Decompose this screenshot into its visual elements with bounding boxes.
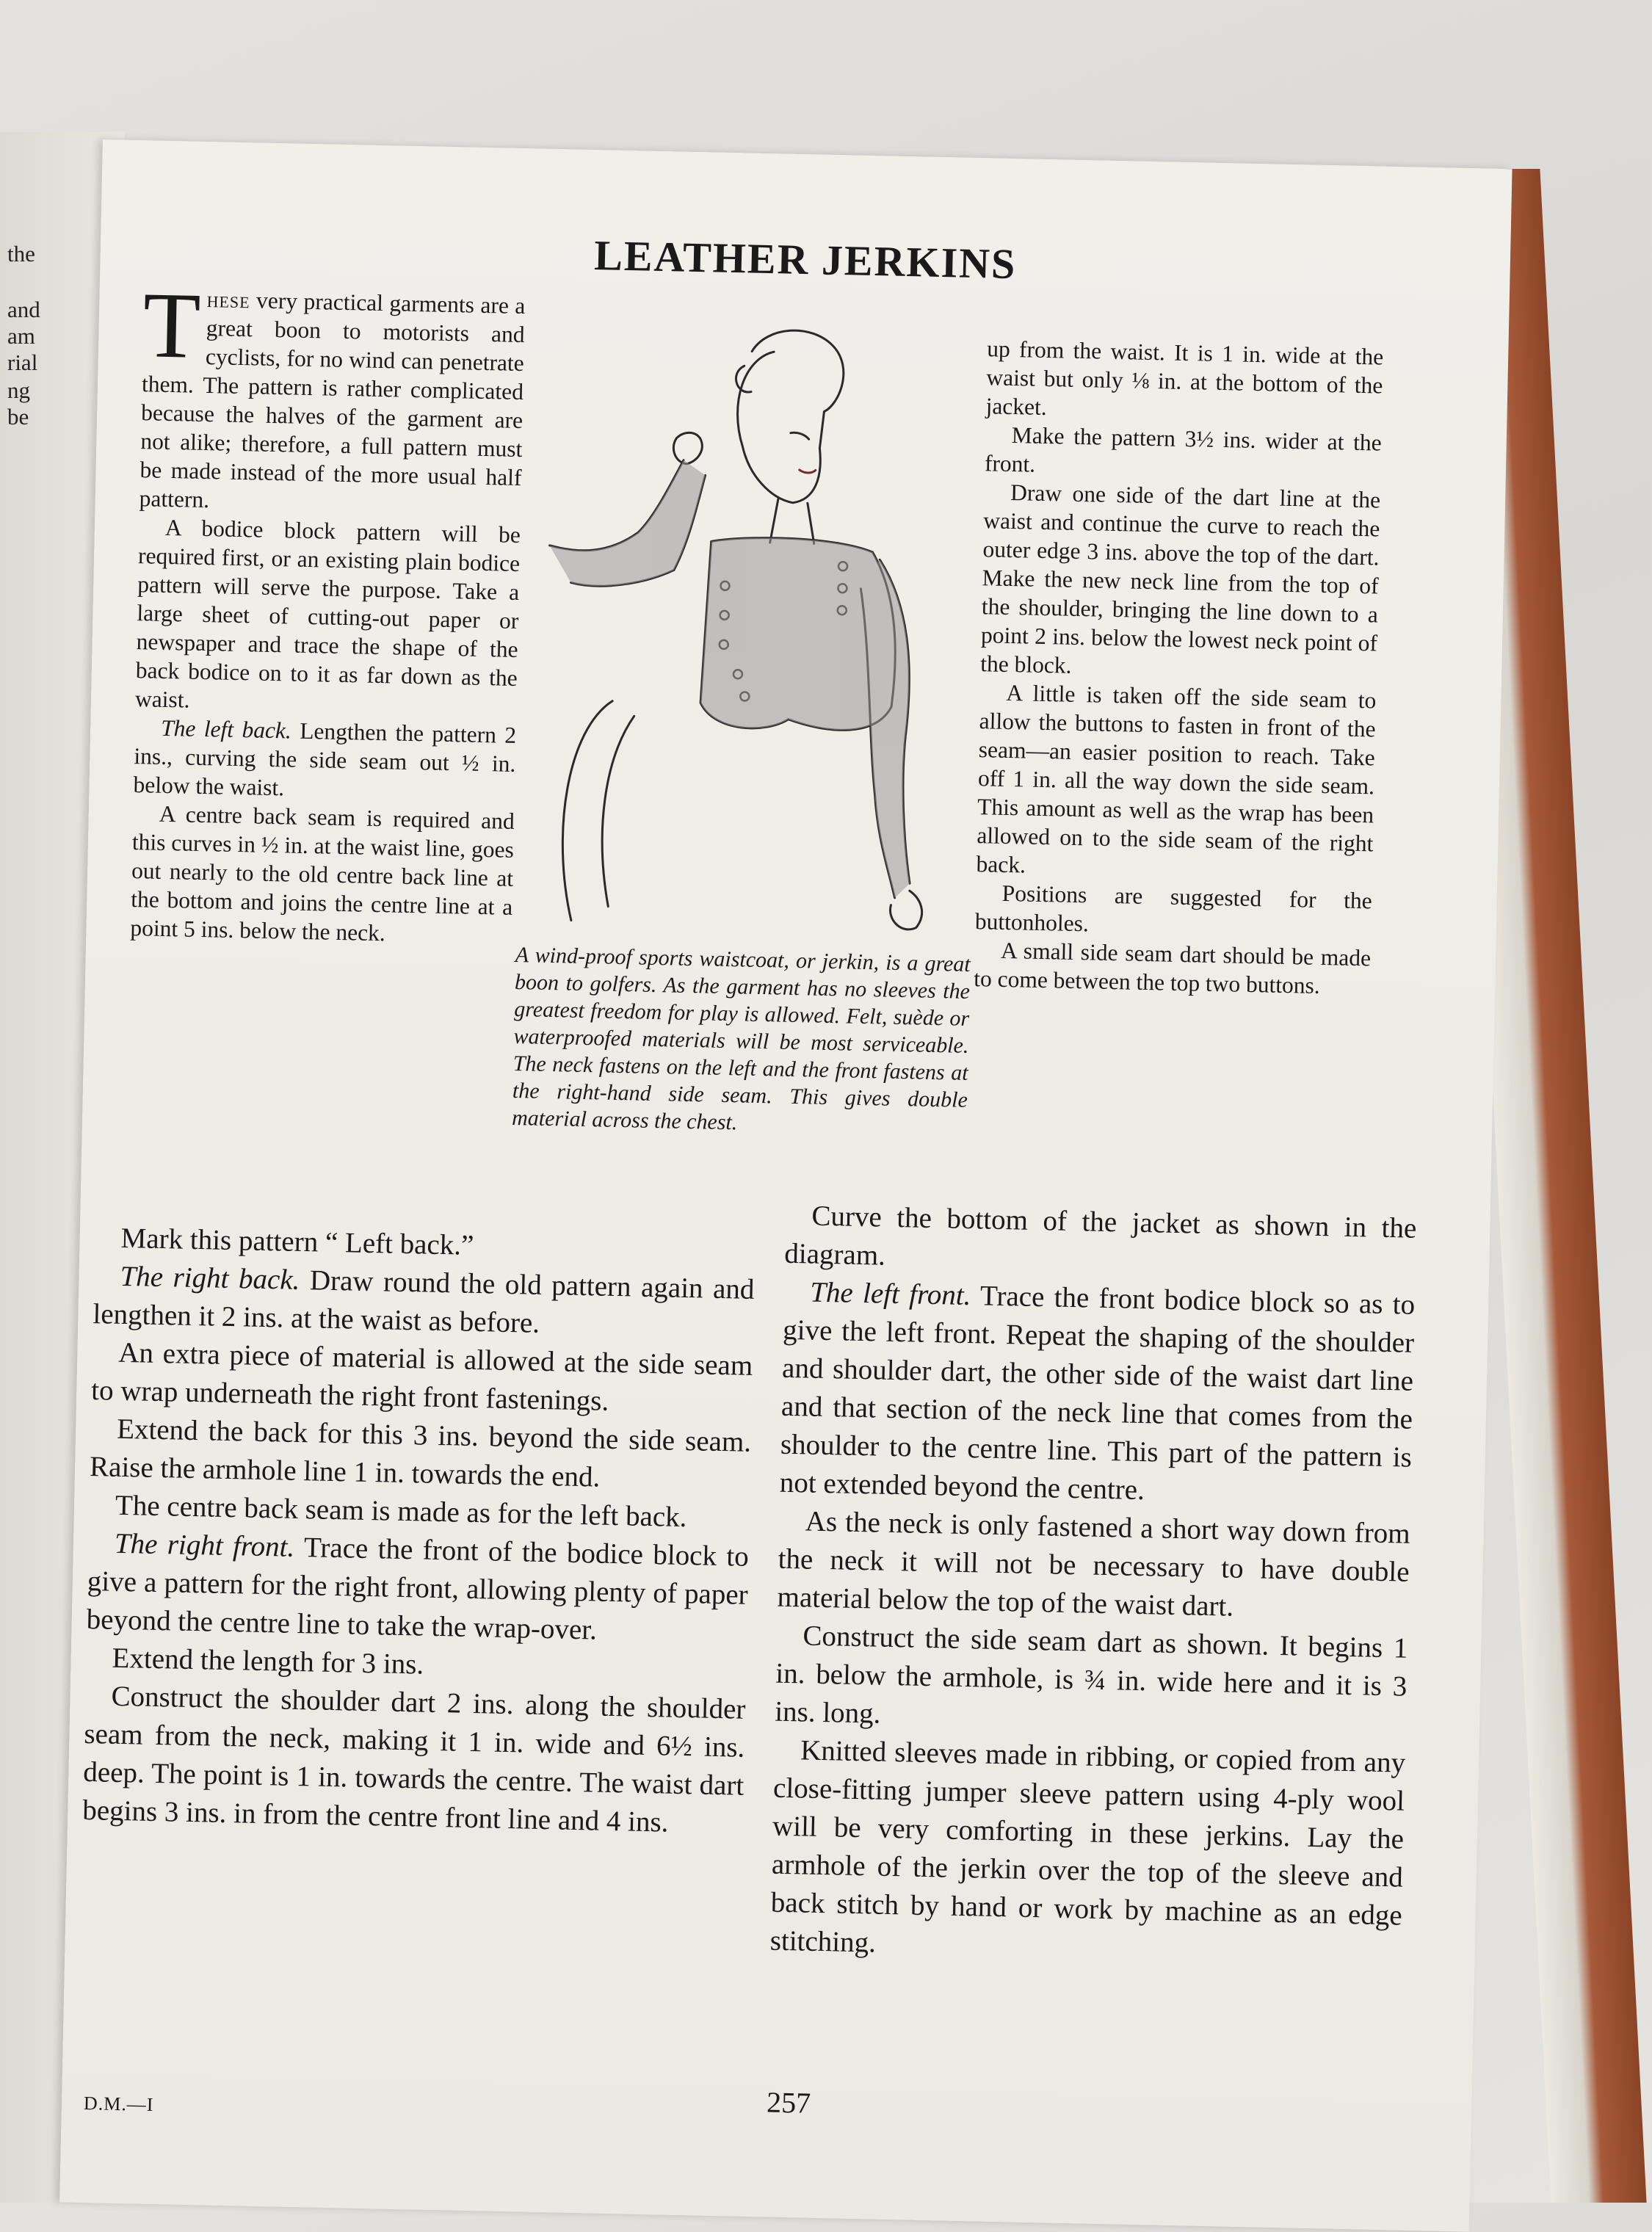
subheading: The left back. bbox=[160, 714, 292, 744]
paragraph: A little is taken off the side seam to allow the buttons to fasten in front of the seam—an easier position to reach. Take off 1 in. all the way down the side seam. This amount as well as the wrap has been allowed on to the side seam of the right back. bbox=[976, 679, 1377, 878]
paragraph: A bodice block pattern will be required first, or an existing plain bodice pattern will serve the purpose. Take a large sheet of cutting-out paper or newspaper and trace the shape of the back bodice on to it as far down as the waist. bbox=[134, 514, 521, 713]
paragraph: Construct the side seam dart as shown. It begins 1 in. below the armhole, is ¾ in. wide here and it is 3 ins. long. bbox=[774, 1620, 1408, 1730]
paragraph: up from the waist. It is 1 in. wide at the waist but only ⅛ in. at the bottom of the jacket. bbox=[985, 336, 1384, 421]
paragraph: Draw one side of the dart line at the waist and continue the curve to reach the outer edge 3 ins. above the top of the dart. Make the new neck line from the top of the shoulder, bringing the line down to a point 2 ins. below the lowest neck point of the block. bbox=[979, 479, 1381, 678]
paragraph bbox=[779, 1273, 1415, 1515]
column-right-upper bbox=[974, 334, 1384, 1001]
paragraph-text: Trace the front bodice block so as to give the left front. Repeat the shaping of the shoulder and shoulder dart, the other side of the waist dart line and that section of the neck line that comes from the shoulder to the centre line. This part of the pattern is not extended beyond the centre. bbox=[779, 1280, 1416, 1507]
paragraph: An extra piece of material is allowed at the side seam to wrap underneath the right front fastenings. bbox=[90, 1336, 753, 1417]
paragraph bbox=[93, 1257, 755, 1347]
jerkin-illustration bbox=[520, 317, 988, 936]
column-left-lower bbox=[82, 1219, 756, 1844]
prev-page-fragment: rial bbox=[7, 349, 38, 375]
paragraph-text: Draw round the old pattern again and lengthen it 2 ins. at the waist as before. bbox=[93, 1264, 755, 1339]
paragraph: Extend the back for this 3 ins. beyond the side seam. Raise the armhole line 1 in. towards the end. bbox=[89, 1413, 752, 1493]
signature-mark: D.M.—I bbox=[83, 2092, 154, 2116]
intro-paragraph bbox=[139, 272, 526, 521]
column-left-upper bbox=[130, 272, 526, 950]
paragraph-text: Lengthen the pattern 2 ins., curving the side seam out ½ in. below the waist. bbox=[133, 717, 517, 801]
page-number: 257 bbox=[766, 2085, 811, 2120]
paragraph: Extend the length for 3 ins. bbox=[112, 1642, 424, 1681]
subheading: The right back. bbox=[120, 1260, 300, 1296]
subheading: The left front. bbox=[809, 1276, 971, 1312]
intro-text: very practical garments are a great boon to motorists and cyclists, for no wind can penetrate them. The pattern is rather complicated because the halves of the garment are not alike; therefore, a full pattern must be made instead of the more usual half pattern. bbox=[139, 287, 526, 513]
illustration-caption: A wind-proof sports waistcoat, or jerkin, is a great boon to golfers. As the garment has no sleeves the greatest freedom for play is allowed. Felt, suède or waterproofed materials will be most serviceable. The neck fastens on the left and the front fastens at the right-hand side seam. This gives double material across the chest. bbox=[511, 943, 971, 1135]
prev-page-fragment: and bbox=[7, 297, 40, 322]
prev-page-fragment: the bbox=[7, 241, 35, 267]
paragraph: Make the pattern 3½ ins. wider at the front. bbox=[984, 422, 1383, 477]
prev-page-fragment: ng bbox=[7, 377, 30, 403]
paragraph: A small side seam dart should be made to come between the top two buttons. bbox=[973, 937, 1372, 999]
paragraph: The centre back seam is made as for the left back. bbox=[115, 1489, 687, 1534]
paragraph: A centre back seam is required and this curves in ½ in. at the waist line, goes out nearly to the old centre back line at the bottom and joins the centre line at a point 5 ins. below the neck. bbox=[130, 800, 515, 946]
paragraph: Positions are suggested for the buttonholes. bbox=[974, 880, 1373, 937]
prev-page-fragment: am bbox=[7, 323, 35, 349]
intro-smallcaps: hese bbox=[206, 286, 251, 314]
paragraph: Curve the bottom of the jacket as shown in the diagram. bbox=[783, 1200, 1417, 1272]
paragraph-text: Trace the front of the bodice block to give a pattern for the right front, allowing plenty of paper beyond the centre line to take the wrap-over. bbox=[86, 1531, 750, 1646]
drop-cap: T bbox=[142, 272, 202, 378]
column-right-lower bbox=[769, 1197, 1417, 1974]
page-title: LEATHER JERKINS bbox=[593, 231, 1018, 289]
prev-page-fragment: be bbox=[7, 404, 29, 430]
paragraph: As the neck is only fastened a short way down from the neck it will not be necessary to have double material below the top of the waist dart. bbox=[777, 1505, 1411, 1623]
book-page bbox=[59, 140, 1512, 2232]
paragraph: Construct the shoulder dart 2 ins. along the shoulder seam from the neck, making it 1 in. wide and 6½ ins. deep. The point is 1 in. towards the centre. The waist dart begins 3 ins. in from the centre front line and 4 ins. bbox=[81, 1680, 746, 1838]
paragraph bbox=[133, 713, 516, 807]
paragraph bbox=[86, 1524, 749, 1653]
subheading: The right front. bbox=[114, 1527, 295, 1563]
paragraph: Knitted sleeves made in ribbing, or copied from any close-fitting jumper sleeve pattern using 4-ply wool will be very comforting in these jerkins. Lay the armhole of the jerkin over the top of the sleeve and back stitch by hand or work by machine as an edge stitching. bbox=[769, 1734, 1406, 1959]
paragraph: Mark this pattern “ Left back.” bbox=[120, 1222, 474, 1261]
